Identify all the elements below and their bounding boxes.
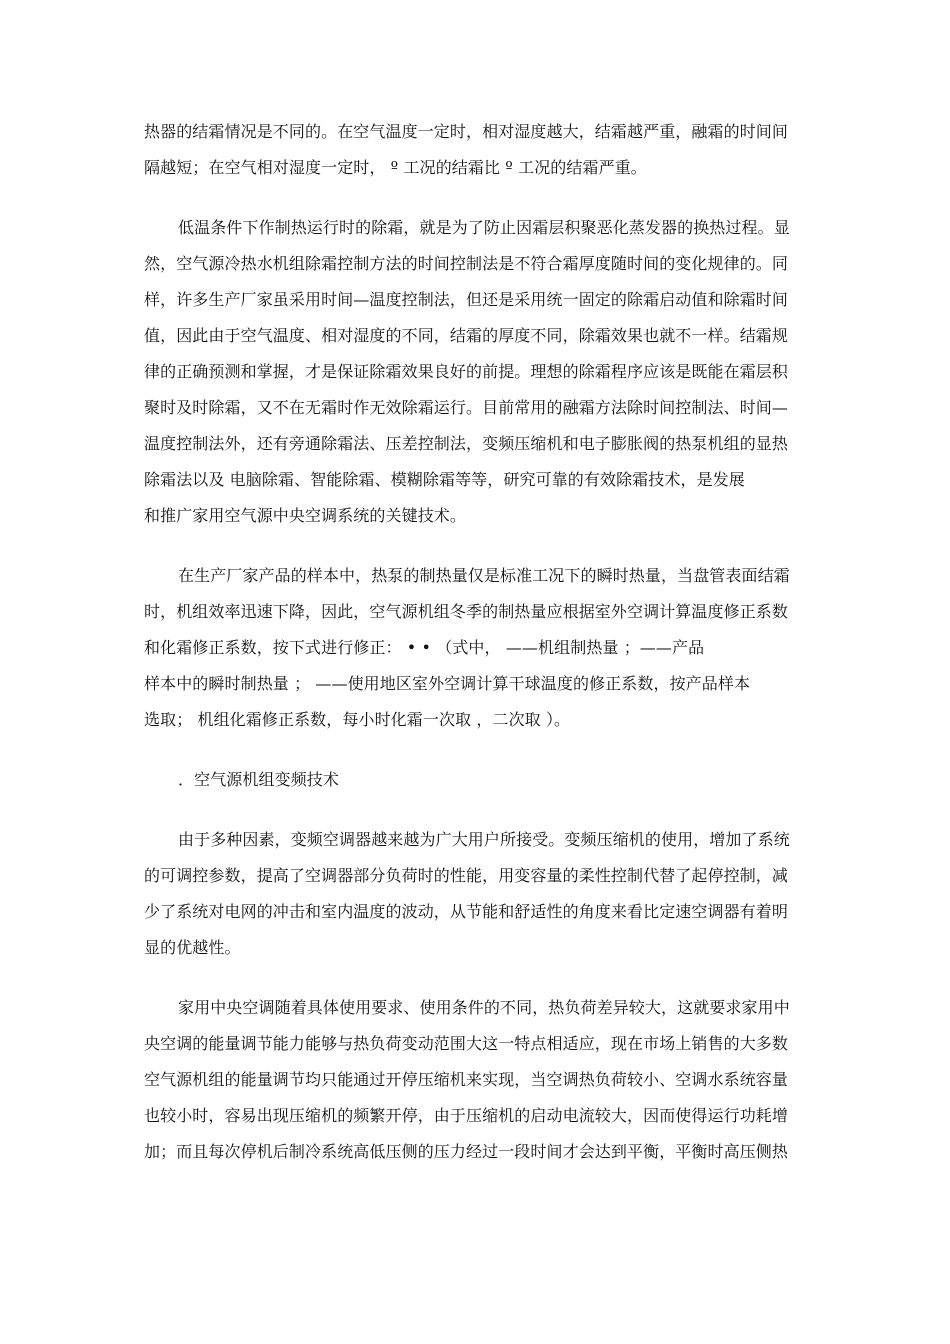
text-line: 由于多种因素，变频空调器越来越为广大用户所接受。变频压缩机的使用，增加了系统 bbox=[178, 830, 790, 849]
paragraph-heating-capacity bbox=[144, 558, 810, 738]
text-line: 显的优越性。 bbox=[144, 938, 241, 957]
text-line: 然，空气源冷热水机组除霜控制方法的时间控制法是不符合霜厚度随时间的变化规律的。同 bbox=[144, 254, 789, 273]
text-line: 在生产厂家产品的样本中，热泵的制热量仅是标准工况下的瞬时热量，当盘管表面结霜 bbox=[178, 566, 790, 585]
paragraph-capacity-regulation bbox=[144, 990, 810, 1170]
paragraph-frosting-conditions bbox=[144, 114, 810, 186]
text-line: 加；而且每次停机后制冷系统高低压侧的压力经过一段时间才会达到平衡，平衡时高压侧热 bbox=[144, 1142, 789, 1161]
text-line: 隔越短；在空气相对湿度一定时， º 工况的结霜比 º 工况的结霜严重。 bbox=[144, 158, 647, 177]
text-line: 央空调的能量调节能力能够与热负荷变动范围大这一特点相适应，现在市场上销售的大多数 bbox=[144, 1034, 789, 1053]
text-line: 除霜法以及 电脑除霜、智能除霜、模糊除霜等等，研究可靠的有效除霜技术，是发展 bbox=[144, 470, 745, 489]
paragraph-inverter-advantages bbox=[144, 822, 810, 966]
text-line: 家用中央空调随着具体使用要求、使用条件的不同，热负荷差异较大，这就要求家用中 bbox=[178, 998, 790, 1017]
section-heading bbox=[144, 762, 810, 798]
text-line: 和推广家用空气源中央空调系统的关键技术。 bbox=[144, 506, 467, 525]
text-line: 样本中的瞬时制热量 ； ——使用地区室外空调计算干球温度的修正系数，按产品样本 bbox=[144, 674, 751, 693]
text-line: 样，许多生产厂家虽采用时间—温度控制法，但还是采用统一固定的除霜启动值和除霜时间 bbox=[144, 290, 789, 309]
text-line: 空气源机组的能量调节均只能通过开停压缩机来实现，当空调热负荷较小、空调水系统容量 bbox=[144, 1070, 789, 1089]
text-line: 律的正确预测和掌握，才是保证除霜效果良好的前提。理想的除霜程序应该是既能在霜层积 bbox=[144, 362, 789, 381]
text-line: 选取； 机组化霜修正系数，每小时化霜一次取 ，二次取 ）。 bbox=[144, 710, 571, 729]
text-line: 的可调控参数，提高了空调器部分负荷时的性能，用变容量的柔性控制代替了起停控制，减 bbox=[144, 866, 789, 885]
text-line: 值，因此由于空气温度、相对湿度的不同，结霜的厚度不同，除霜效果也就不一样。结霜规 bbox=[144, 326, 789, 345]
text-line: 低温条件下作制热运行时的除霜，就是为了防止因霜层积聚恶化蒸发器的换热过程。显 bbox=[178, 218, 790, 237]
text-line: 也较小时，容易出现压缩机的频繁开停，由于压缩机的启动电流较大，因而使得运行功耗增 bbox=[144, 1106, 789, 1125]
section-heading-text: ．空气源机组变频技术 bbox=[178, 770, 340, 789]
document-body bbox=[144, 114, 810, 1170]
text-line: 温度控制法外，还有旁通除霜法、压差控制法，变频压缩机和电子膨胀阀的热泵机组的显热 bbox=[144, 434, 789, 453]
text-line: 聚时及时除霜，又不在无霜时作无效除霜运行。目前常用的融霜方法除时间控制法、时间— bbox=[144, 398, 789, 417]
text-line: 热器的结霜情况是不同的。在空气温度一定时，相对湿度越大，结霜越严重，融霜的时间间 bbox=[144, 122, 789, 141]
text-line: 和化霜修正系数，按下式进行修正： • • （式中， ——机组制热量 ；——产品 bbox=[144, 638, 705, 657]
text-line: 少了系统对电网的冲击和室内温度的波动，从节能和舒适性的角度来看比定速空调器有着明 bbox=[144, 902, 789, 921]
text-line: 时，机组效率迅速下降，因此，空气源机组冬季的制热量应根据室外空调计算温度修正系数 bbox=[144, 602, 789, 621]
paragraph-defrost-methods bbox=[144, 210, 810, 534]
